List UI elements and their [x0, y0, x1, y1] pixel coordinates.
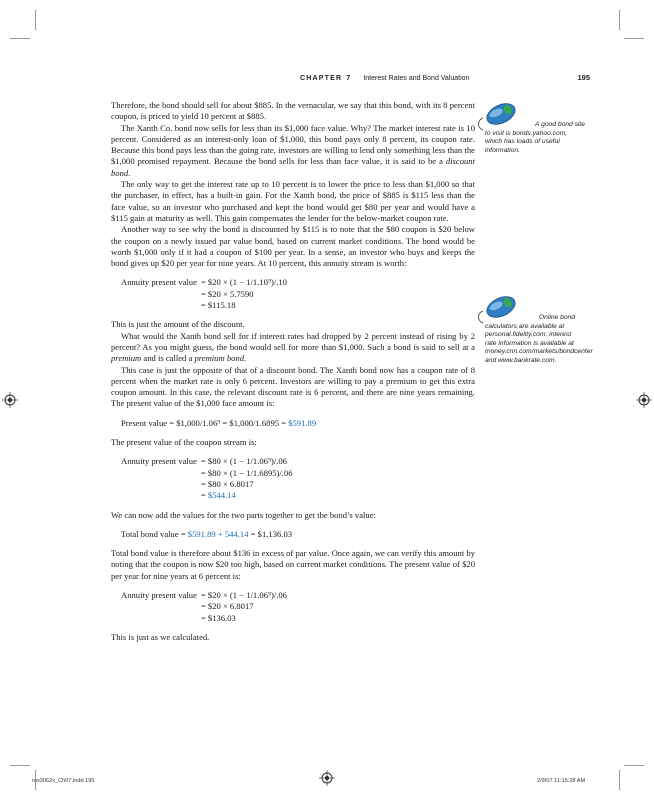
- crop-mark: [10, 765, 30, 766]
- crop-mark: [10, 38, 30, 39]
- paragraph: Another way to see why the bond is discounted by $115 is to note that the $80 coupon is $20 below the coupon on a newly issued par value bond, based on current market conditions. The bond would be worth $1,000 only if it had a coupon of $100 per year. In a sense, an investor who buys and keeps the bond gives up $20 per year for nine years. At 10 percent, this annuity stream is worth:: [111, 224, 475, 269]
- paragraph: Therefore, the bond should sell for about $885. In the vernacular, we say that this bond, with its 8 percent coupon, is priced to yield 10 percent at $885.: [111, 100, 475, 122]
- crop-mark: [35, 10, 36, 30]
- running-header: [300, 73, 590, 82]
- key-term: premium: [111, 353, 142, 364]
- registration-mark-icon: [636, 392, 652, 408]
- body-text: [111, 100, 475, 643]
- equation: Annuity present value = $20 × (1 − 1/1.06⁹)/.06 = $20 × 6.8017 = $136.03: [121, 589, 287, 623]
- page-number: 195: [577, 73, 590, 82]
- equation: Present value = $1,000/1.06⁹ = $1,000/1.6895 = $591.89: [121, 417, 317, 428]
- paragraph: The only way to get the interest rate up to 10 percent is to lower the price to less than $1,000 so that the purchaser, in effect, has a built-in gain. For the Xanth bond, the price of $885 is $115 less than the face value, so an investor who purchased and kept the bond would get $80 per year and would have a $115 gain at maturity as well. This gain compensates the lender for the below-market coupon rate.: [111, 179, 475, 223]
- paragraph: This is just as we calculated.: [111, 631, 210, 642]
- paragraph: What would the Xanth bond sell for if interest rates had dropped by 2 percent instead of rising by 2 percent? As you might guess, the bond would sell for more than $1,000. Such a bond is said to sell at a premium and is called a premium bond.: [111, 330, 475, 364]
- margin-note: Online bond calculators are available at personal.fidelity.com; interest rate information is available at money.cnn.com/markets/bondcenter and www.bankrate.com.: [485, 314, 593, 364]
- equation: Annuity present value = $80 × (1 − 1/1.06⁹)/.06 = $80 × (1 − 1/1.6895)/.06 = $80 × 6.8017 = $544.14: [121, 456, 293, 501]
- paragraph: This case is just the opposite of that of a discount bond. The Xanth bond now has a coupon rate of 8 percent when the market rate is only 6 percent. Investors are willing to pay a premium to get this extra coupon amount. In this case, the relevant discount rate is 6 percent, and there are nine years remaining. The present value of the $1,000 face amount is:: [111, 364, 475, 409]
- paragraph: We can now add the values for the two parts together to get the bond’s value:: [111, 509, 376, 520]
- equation: Annuity present value = $20 × (1 − 1/1.10⁹)/.10 = $20 × 5.7590 = $115.18: [121, 277, 287, 311]
- crop-mark: [624, 38, 644, 39]
- registration-mark-icon: [319, 770, 335, 786]
- key-term: premium bond: [194, 353, 245, 364]
- crop-mark: [619, 770, 620, 790]
- paragraph: This is just the amount of the discount.: [111, 319, 245, 330]
- crop-mark: [624, 765, 644, 766]
- footer-timestamp: 2/9/07 11:15:28 AM: [537, 778, 586, 784]
- key-term: discount bond: [111, 156, 475, 178]
- crop-mark: [619, 10, 620, 30]
- highlighted-value: $591.89: [288, 417, 317, 428]
- paragraph: The present value of the coupon stream is:: [111, 437, 257, 448]
- highlighted-value: $591.89: [187, 528, 216, 539]
- margin-note: A good bond site to visit is bonds.yahoo.com, which has loads of useful information.: [485, 121, 585, 154]
- footer-file-slug: ros3062x_Ch07.indd 195: [32, 778, 95, 784]
- equation: Total bond value = $591.89 + 544.14 = $1,136.03: [121, 528, 293, 539]
- paragraph: The Xanth Co. bond now sells for less than its $1,000 face value. Why? The market interest rate is 10 percent. Considered as an interest-only loan of $1,000, this bond pays only 8 percent, its coupon rate. Because this bond pays less than the going rate, investors are willing to lend only something less than the $1,000 promised repayment. Because the bond sells for less than face value, it is said to be a discount bond.: [111, 122, 475, 178]
- chapter-label: CHAPTER 7: [300, 75, 352, 82]
- chapter-title: Interest Rates and Bond Valuation: [363, 75, 470, 82]
- registration-mark-icon: [2, 392, 18, 408]
- paragraph: Total bond value is therefore about $136 in excess of par value. Once again, we can verify this amount by noting that the coupon is now $20 too high, based on current market conditions. The present value of $20 per year for nine years at 6 percent is:: [111, 548, 475, 581]
- highlighted-value: 544.14: [224, 528, 249, 539]
- highlighted-value: $544.14: [207, 490, 236, 501]
